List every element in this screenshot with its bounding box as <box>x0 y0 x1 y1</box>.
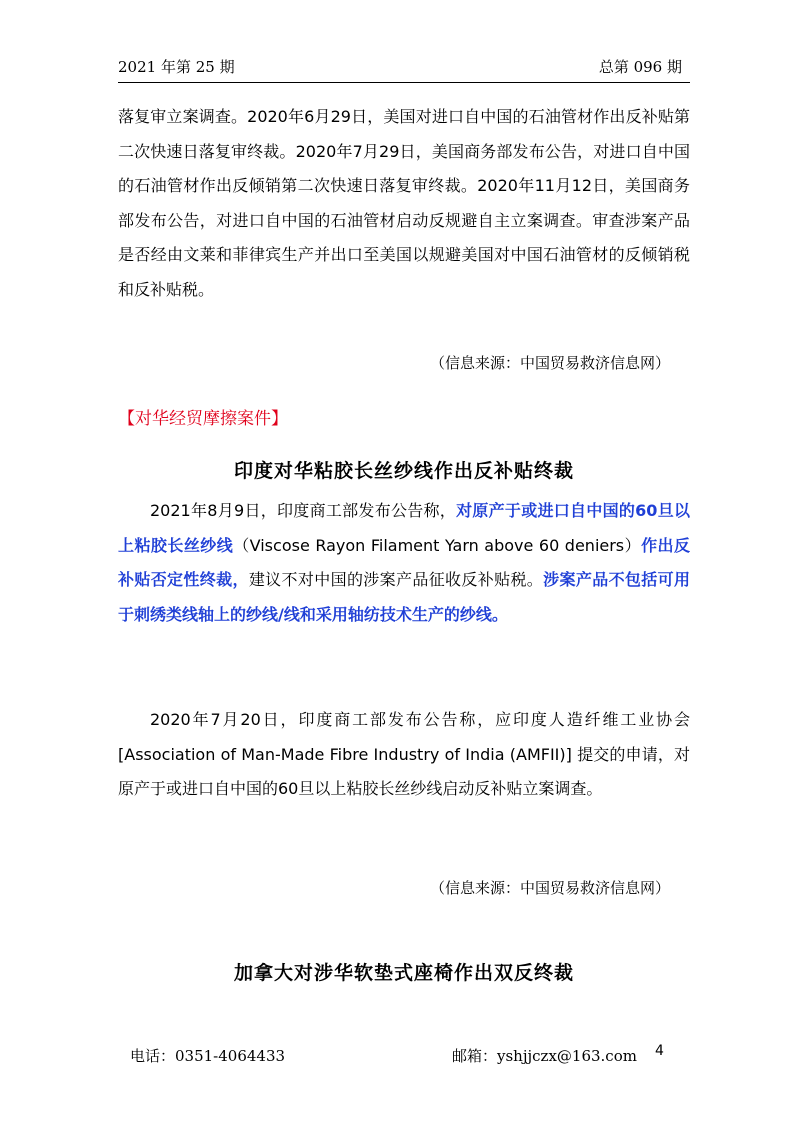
article-1-title: 印度对华粘胶长丝纱线作出反补贴终裁 <box>233 460 574 482</box>
highlight-span: 涉案产品不包括可用于刺绣类线轴上的纱线/线和采用轴纺技术生产的纱线。 <box>118 570 690 624</box>
text-span: （Viscose Rayon Filament Yarn above 60 deniers） <box>233 535 642 555</box>
footer-phone: 电话：0351-4064433 <box>130 1047 286 1065</box>
highlight-span: 对原产于或进口自中国的60旦以上粘胶长丝纱线 <box>118 501 690 555</box>
text-span: 建议不对中国的涉案产品征收反补贴税。 <box>248 570 544 589</box>
total-issue-number: 总第 096 期 <box>598 58 682 76</box>
page-number: 4 <box>655 1043 664 1059</box>
header-divider <box>118 82 690 83</box>
highlight-span: 作出反补贴否定性终裁， <box>118 535 690 589</box>
article-1-paragraph-2: 2020年7月20日，印度商工部发布公告称，应印度人造纤维工业协会[Association of Man-Made Fibre Industry of India (AMFII)] 提交的申请，对原产于或进口自中国的60旦以上粘胶长丝纱线启动反补贴立案调查。 <box>118 710 690 798</box>
source-note-1: （信息来源：中国贸易救济信息网） <box>429 354 670 372</box>
text-span: 2021年8月9日，印度商工部发布公告称， <box>150 501 457 520</box>
source-note-2: （信息来源：中国贸易救济信息网） <box>429 879 670 897</box>
section-tag: 【对华经贸摩擦案件】 <box>118 409 288 429</box>
footer-email: 邮箱：yshjjczx@163.com <box>452 1047 637 1065</box>
article-2-title: 加拿大对涉华软垫式座椅作出双反终裁 <box>233 962 574 984</box>
intro-paragraph: 落复审立案调查。2020年6月29日，美国对进口自中国的石油管材作出反补贴第二次快速日落复审终裁。2020年7月29日，美国商务部发布公告，对进口自中国的石油管材作出反倾销第二次快速日落复审终裁。2020年11月12日，美国商务部发布公告，对进口自中国的石油管材启动反规避自主立案调查。审查涉案产品是否经由文莱和菲律宾生产并出口至美国以规避美国对中国石油管材的反倾销税和反补贴税。 <box>118 107 690 299</box>
article-1-paragraph-1 <box>118 494 690 632</box>
issue-number: 2021 年第 25 期 <box>118 58 235 76</box>
